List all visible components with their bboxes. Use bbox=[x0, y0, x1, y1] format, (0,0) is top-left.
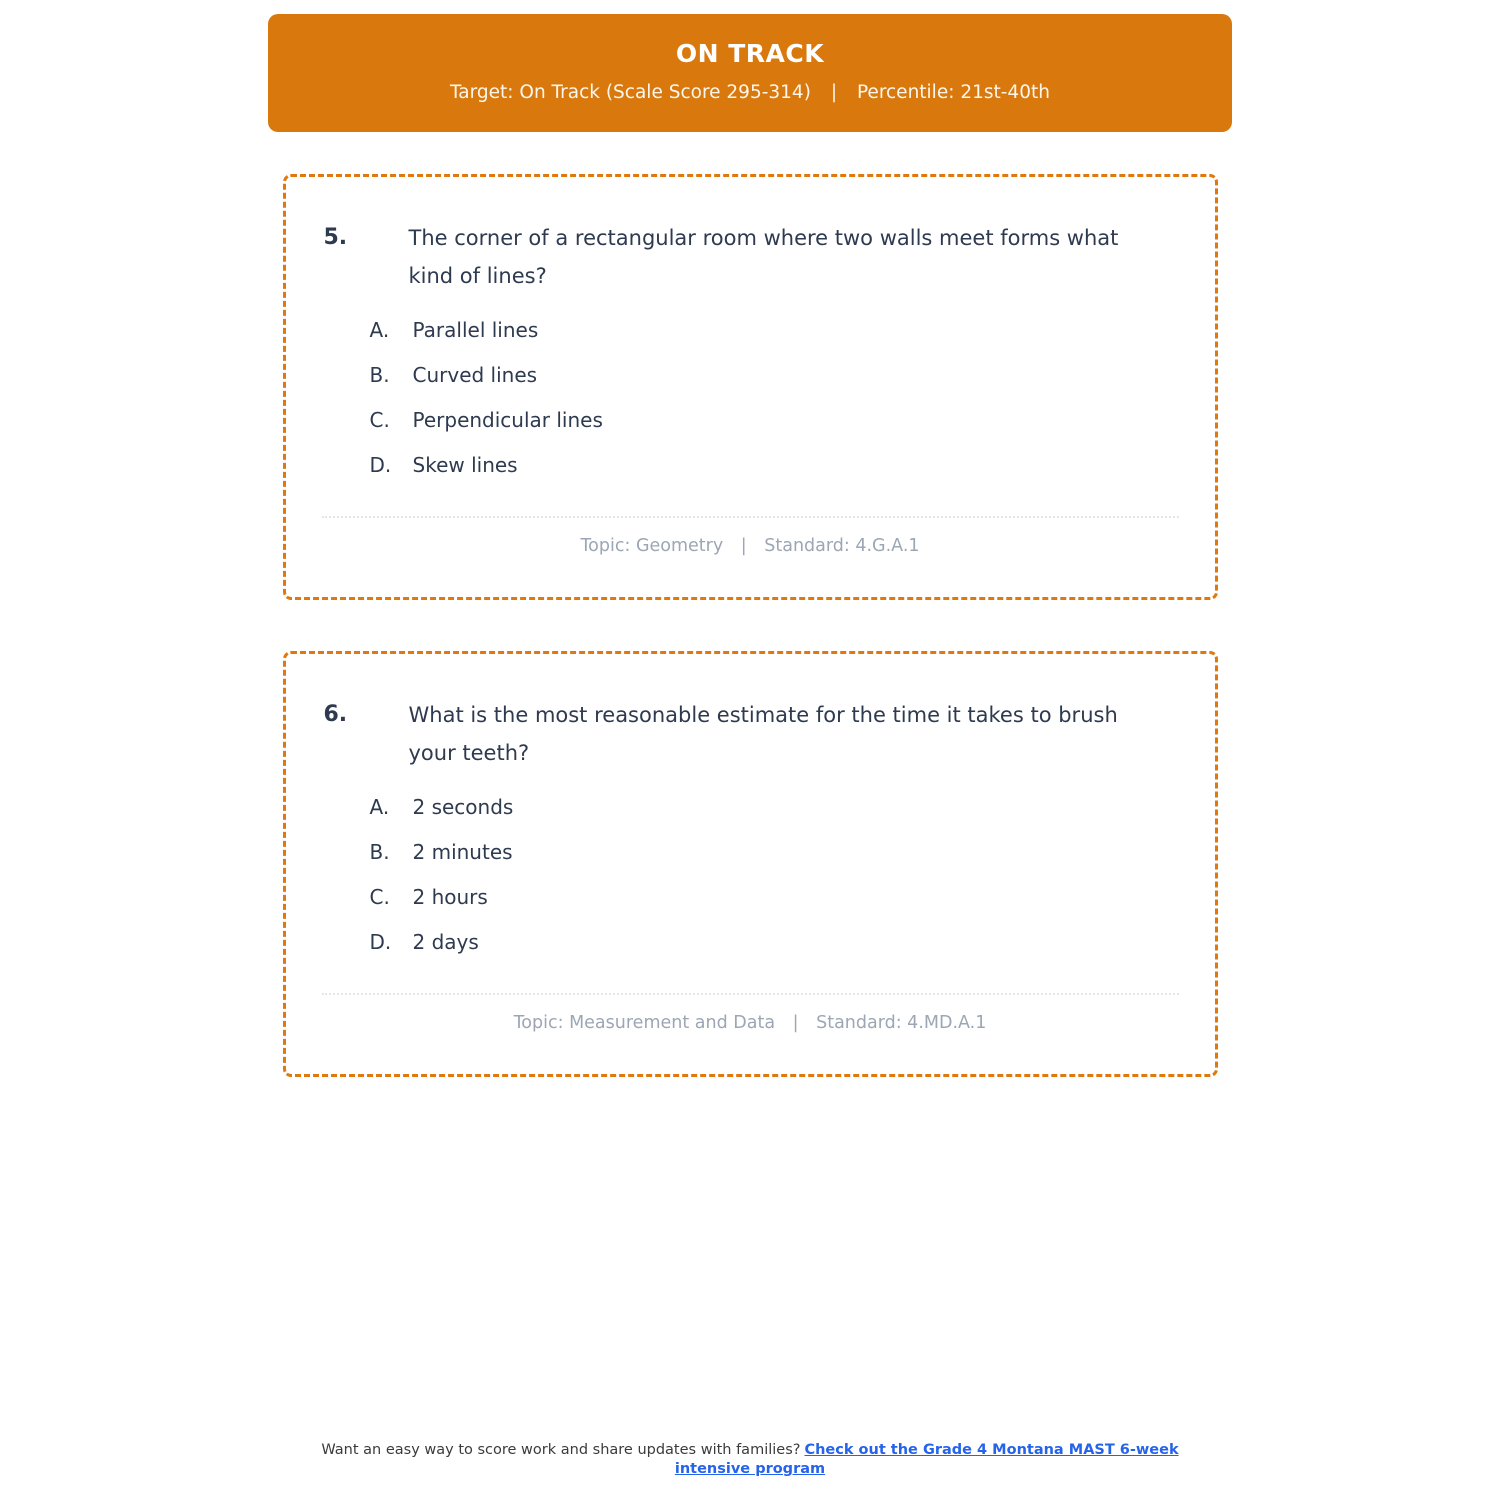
option-letter: A. bbox=[369, 795, 390, 819]
subtitle-separator: | bbox=[830, 82, 838, 103]
option-text: 2 days bbox=[412, 930, 479, 954]
page-title: ON TRACK bbox=[675, 39, 825, 68]
footer-note bbox=[285, 1441, 1215, 1479]
option-row-c bbox=[370, 887, 1179, 907]
option-letter: C. bbox=[369, 885, 390, 909]
option-row-a bbox=[370, 797, 1179, 817]
question-text: The corner of a rectangular room where two walls meet forms what kind of lines? bbox=[408, 226, 1119, 288]
option-row-b bbox=[370, 365, 1179, 385]
question-number: 6. bbox=[323, 702, 348, 727]
topic-label: Topic: Geometry bbox=[580, 536, 724, 556]
standard-label: Standard: 4.MD.A.1 bbox=[816, 1013, 987, 1033]
target-label: Target: On Track (Scale Score 295-314) bbox=[450, 82, 811, 103]
topic-label: Topic: Measurement and Data bbox=[513, 1013, 776, 1033]
option-text: 2 minutes bbox=[412, 840, 513, 864]
option-row-a bbox=[370, 320, 1179, 340]
option-letter: B. bbox=[369, 363, 390, 387]
question-card-5 bbox=[283, 174, 1218, 600]
question-meta bbox=[322, 535, 1179, 557]
question-row bbox=[322, 696, 1179, 772]
option-row-c bbox=[370, 410, 1179, 430]
option-text: 2 hours bbox=[412, 885, 488, 909]
option-text: Skew lines bbox=[412, 453, 518, 477]
question-card-6 bbox=[283, 651, 1218, 1077]
percentile-label: Percentile: 21st-40th bbox=[856, 82, 1050, 103]
option-letter: B. bbox=[369, 840, 390, 864]
option-letter: C. bbox=[369, 408, 390, 432]
option-letter: D. bbox=[369, 930, 392, 954]
question-number: 5. bbox=[323, 225, 348, 250]
option-row-b bbox=[370, 842, 1179, 862]
question-text: What is the most reasonable estimate for the time it takes to brush your teeth? bbox=[408, 703, 1118, 765]
option-text: 2 seconds bbox=[412, 795, 514, 819]
option-row-d bbox=[370, 455, 1179, 475]
option-letter: D. bbox=[369, 453, 392, 477]
header-subtitle bbox=[288, 81, 1212, 105]
card-divider bbox=[322, 993, 1179, 995]
meta-separator: | bbox=[740, 536, 747, 556]
question-row bbox=[322, 219, 1179, 295]
option-text: Perpendicular lines bbox=[412, 408, 603, 432]
option-text: Curved lines bbox=[412, 363, 538, 387]
meta-separator: | bbox=[792, 1013, 799, 1033]
standard-label: Standard: 4.G.A.1 bbox=[764, 536, 920, 556]
options-list bbox=[370, 320, 1179, 475]
option-letter: A. bbox=[369, 318, 390, 342]
question-meta bbox=[322, 1012, 1179, 1034]
card-divider bbox=[322, 516, 1179, 518]
option-row-d bbox=[370, 932, 1179, 952]
options-list bbox=[370, 797, 1179, 952]
footer-link[interactable]: Check out the Grade 4 Montana MAST 6-week intensive program bbox=[674, 1442, 1179, 1477]
header-banner bbox=[268, 14, 1232, 132]
footer-text: Want an easy way to score work and share updates with families? bbox=[321, 1442, 801, 1458]
option-text: Parallel lines bbox=[412, 318, 539, 342]
